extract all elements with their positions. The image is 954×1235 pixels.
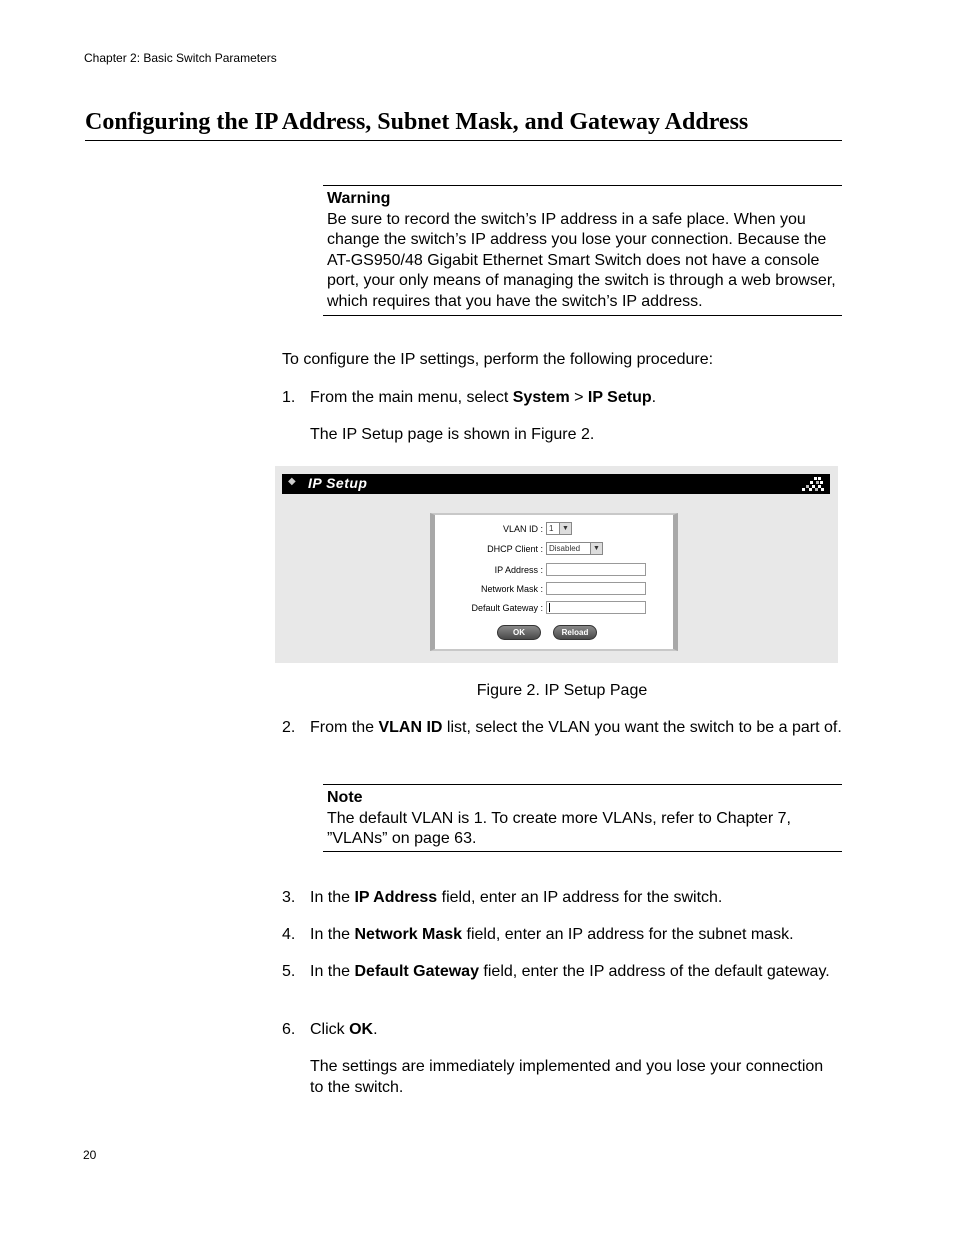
step-text-end: . xyxy=(651,389,657,406)
intro-text: To configure the IP settings, perform the following procedure: xyxy=(282,351,714,368)
warning-title: Warning xyxy=(327,190,391,207)
step-number: 6. xyxy=(282,1021,296,1038)
warning-box xyxy=(323,185,842,316)
vlan-select[interactable] xyxy=(546,522,572,535)
dhcp-value: Disabled xyxy=(549,544,581,553)
section-title: Configuring the IP Address, Subnet Mask, and Gateway Address xyxy=(85,106,842,141)
ip-address-label: IP Address : xyxy=(494,565,543,575)
network-mask-label: Network Mask : xyxy=(480,584,543,594)
dhcp-row xyxy=(435,541,673,557)
menu-system: System xyxy=(512,389,570,406)
ip-setup-panel xyxy=(430,513,678,651)
step-text-end: list, select the VLAN you want the switch to be a part of. xyxy=(442,719,842,736)
page-number: 20 xyxy=(83,1148,97,1162)
field-default-gateway: Default Gateway xyxy=(354,963,479,980)
default-gateway-input[interactable] xyxy=(546,601,646,614)
vlan-row xyxy=(435,521,673,537)
menu-separator: > xyxy=(569,389,588,406)
step-text: From the main menu, select xyxy=(310,389,513,406)
button-ok-ref: OK xyxy=(349,1021,374,1038)
network-mask-input[interactable] xyxy=(546,582,646,595)
bullet-icon: ◆ xyxy=(288,476,296,487)
figure-caption: Figure 2. IP Setup Page xyxy=(476,682,648,699)
chevron-down-icon: ▼ xyxy=(590,543,602,554)
dhcp-select[interactable] xyxy=(546,542,603,555)
step-text: In the xyxy=(310,963,355,980)
ip-setup-figure xyxy=(275,466,838,663)
step-4 xyxy=(282,925,842,946)
step-6 xyxy=(282,1020,842,1041)
ip-address-row xyxy=(435,562,673,578)
step-text-end: field, enter the IP address of the default gateway. xyxy=(478,963,830,980)
field-network-mask: Network Mask xyxy=(354,926,463,943)
note-title: Note xyxy=(327,789,363,806)
step-text: In the xyxy=(310,889,355,906)
field-ip-address: IP Address xyxy=(354,889,438,906)
ip-address-input[interactable] xyxy=(546,563,646,576)
warning-text: Be sure to record the switch’s IP address in a safe place. When you change the switch’s IP address you lose your connection. Because the AT-GS950/48 Gigabit Ethernet Smart Switch does not have a console port, your only means of managing the switch is through a web browser, which requires that you have the switch’s IP address. xyxy=(327,210,836,310)
step-text-end: field, enter an IP address for the subnet mask. xyxy=(462,926,794,943)
vlan-value: 1 xyxy=(549,524,554,533)
ok-button[interactable]: OK xyxy=(497,625,541,640)
step-text-end: field, enter an IP address for the switch. xyxy=(437,889,723,906)
step-text: In the xyxy=(310,926,355,943)
text-caret xyxy=(549,603,550,612)
step-1-followup: The IP Setup page is shown in Figure 2. xyxy=(310,426,595,443)
step-3 xyxy=(282,888,842,909)
running-header: Chapter 2: Basic Switch Parameters xyxy=(84,51,277,65)
ip-setup-title: IP Setup xyxy=(308,475,368,491)
step-2 xyxy=(282,718,842,739)
note-box xyxy=(323,784,842,852)
step-text-end: . xyxy=(373,1021,378,1038)
reload-button[interactable]: Reload xyxy=(553,625,597,640)
field-vlan-id: VLAN ID xyxy=(378,719,443,736)
menu-ip-setup: IP Setup xyxy=(587,389,652,406)
network-mask-row xyxy=(435,581,673,597)
ip-setup-title-bar xyxy=(282,474,830,494)
step-text: Click xyxy=(310,1021,350,1038)
vlan-label: VLAN ID : xyxy=(502,524,543,534)
chevron-down-icon: ▼ xyxy=(559,523,571,534)
step-5 xyxy=(282,962,842,983)
step-6-followup: The settings are immediately implemented and you lose your connection to the switch. xyxy=(310,1058,824,1096)
step-text: From the xyxy=(310,719,379,736)
step-number: 4. xyxy=(282,926,296,943)
default-gateway-row xyxy=(435,600,673,616)
vendor-logo-icon xyxy=(802,476,824,492)
default-gateway-label: Default Gateway : xyxy=(471,603,543,613)
step-1 xyxy=(282,388,842,409)
step-number: 1. xyxy=(282,389,296,406)
note-text: The default VLAN is 1. To create more VLANs, refer to Chapter 7, ”VLANs” on page 63. xyxy=(327,809,791,847)
step-number: 5. xyxy=(282,963,296,980)
step-number: 2. xyxy=(282,719,296,736)
dhcp-label: DHCP Client : xyxy=(487,544,543,554)
step-number: 3. xyxy=(282,889,296,906)
